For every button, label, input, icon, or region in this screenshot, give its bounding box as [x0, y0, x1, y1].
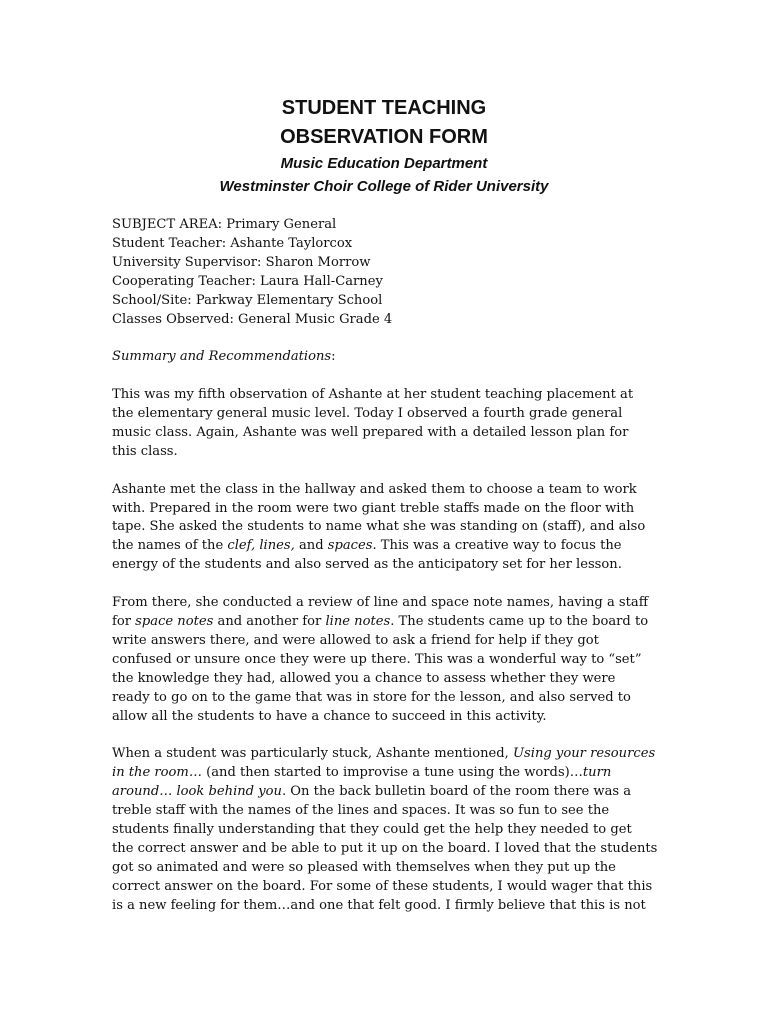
- text-line: [112, 783, 660, 802]
- text-run: correct answer on the board. For some of these students, I would wager that this: [112, 878, 653, 894]
- paragraph: [112, 594, 660, 726]
- text-run: confused or unsure once they were up there. This was a wonderful way to “set”: [112, 651, 642, 667]
- form-title-line-1: STUDENT TEACHING: [281, 97, 487, 119]
- italic-phrase: space notes: [135, 613, 214, 629]
- text-line: [112, 481, 660, 500]
- text-line: [112, 556, 660, 575]
- text-line: [112, 708, 660, 727]
- info-cooperating-teacher: Cooperating Teacher: Laura Hall-Carney: [112, 273, 383, 289]
- text-run: Ashante met the class in the hallway and asked them to choose a team to work: [112, 481, 637, 497]
- text-run: for: [112, 613, 136, 629]
- paragraph: [112, 386, 660, 462]
- text-run: treble staff with the names of the lines and spaces. It was so fun to see the: [112, 803, 610, 819]
- info-university-supervisor: University Supervisor: Sharon Morrow: [112, 254, 371, 270]
- text-line: [112, 878, 660, 897]
- summary-heading-text: Summary and Recommendations: [112, 349, 332, 365]
- text-line: [112, 632, 660, 651]
- text-line: [112, 802, 660, 821]
- text-run: This was my fifth observation of Ashante at her student teaching placement at: [112, 387, 634, 403]
- summary-paragraphs: [112, 386, 660, 915]
- text-run: . The students came up to the board to: [390, 613, 649, 629]
- text-line: [112, 443, 660, 462]
- text-run: (and then started to improvise a tune using the words)…: [201, 765, 583, 781]
- text-run: and: [294, 538, 328, 554]
- text-line: [112, 897, 660, 916]
- text-run: energy of the students and also served as the anticipatory set for her lesson.: [112, 557, 622, 573]
- text-line: [112, 518, 660, 537]
- text-line: [112, 651, 660, 670]
- text-run: the names of the: [112, 538, 228, 554]
- italic-phrase: Using your resources: [513, 746, 656, 762]
- text-run: music class. Again, Ashante was well prepared with a detailed lesson plan for: [112, 424, 629, 440]
- text-line: [112, 689, 660, 708]
- document-header: [0, 94, 768, 198]
- text-line: [112, 594, 660, 613]
- italic-phrase: clef, lines,: [227, 538, 295, 554]
- text-run: From there, she conducted a review of line and space note names, having a staff: [112, 595, 649, 611]
- summary-heading-colon: :: [331, 349, 336, 365]
- text-run: this class.: [112, 443, 178, 459]
- italic-phrase: line notes: [325, 613, 391, 629]
- form-title-line-2: OBSERVATION FORM: [280, 126, 488, 148]
- info-classes-observed: Classes Observed: General Music Grade 4: [112, 311, 393, 327]
- text-line: [112, 386, 660, 405]
- text-line: [112, 613, 660, 632]
- text-line: [112, 745, 660, 764]
- text-run: the elementary general music level. Today I observed a fourth grade general: [112, 406, 623, 422]
- college-name: Westminster Choir College of Rider University: [219, 178, 549, 195]
- italic-phrase: around… look behind you: [112, 784, 282, 800]
- info-block: [112, 216, 660, 329]
- text-run: ready to go on to the game that was in store for the lesson, and also served to: [112, 689, 631, 705]
- info-school-site: School/Site: Parkway Elementary School: [112, 292, 383, 308]
- paragraph: [112, 745, 660, 915]
- text-run: and another for: [213, 613, 326, 629]
- text-run: write answers there, and were allowed to ask a friend for help if they got: [112, 632, 599, 648]
- paragraph: [112, 481, 660, 576]
- text-line: [112, 405, 660, 424]
- text-line: [112, 537, 660, 556]
- text-run: students finally understanding that they could get the help they needed to get: [112, 821, 632, 837]
- text-run: When a student was particularly stuck, Ashante mentioned,: [112, 746, 514, 762]
- document-body: [112, 216, 660, 915]
- italic-phrase: in the room…: [112, 765, 202, 781]
- italic-phrase: spaces.: [327, 538, 377, 554]
- summary-heading: [112, 348, 660, 367]
- italic-phrase: turn: [582, 765, 612, 781]
- text-line: [112, 424, 660, 443]
- text-line: [112, 859, 660, 878]
- department-name: Music Education Department: [280, 155, 488, 172]
- text-line: [112, 670, 660, 689]
- text-line: [112, 821, 660, 840]
- text-run: got so animated and were so pleased with themselves when they put up the: [112, 859, 616, 875]
- text-run: with. Prepared in the room were two giant treble staffs made on the floor with: [112, 500, 635, 516]
- info-subject-area: SUBJECT AREA: Primary General: [112, 217, 337, 232]
- text-line: [112, 764, 660, 783]
- text-run: the knowledge they had, allowed you a chance to assess whether they were: [112, 670, 616, 686]
- text-run: . On the back bulletin board of the room there was a: [281, 784, 632, 800]
- info-student-teacher: Student Teacher: Ashante Taylorcox: [112, 235, 353, 251]
- text-run: This was a creative way to focus the: [376, 538, 622, 554]
- text-run: allow all the students to have a chance to succeed in this activity.: [112, 708, 547, 724]
- text-run: is a new feeling for them…and one that felt good. I firmly believe that this is not: [112, 897, 646, 913]
- text-line: [112, 840, 660, 859]
- text-line: [112, 500, 660, 519]
- text-run: tape. She asked the students to name what she was standing on (staff), and also: [112, 519, 646, 535]
- text-run: the correct answer and be able to put it up on the board. I loved that the students: [112, 840, 658, 856]
